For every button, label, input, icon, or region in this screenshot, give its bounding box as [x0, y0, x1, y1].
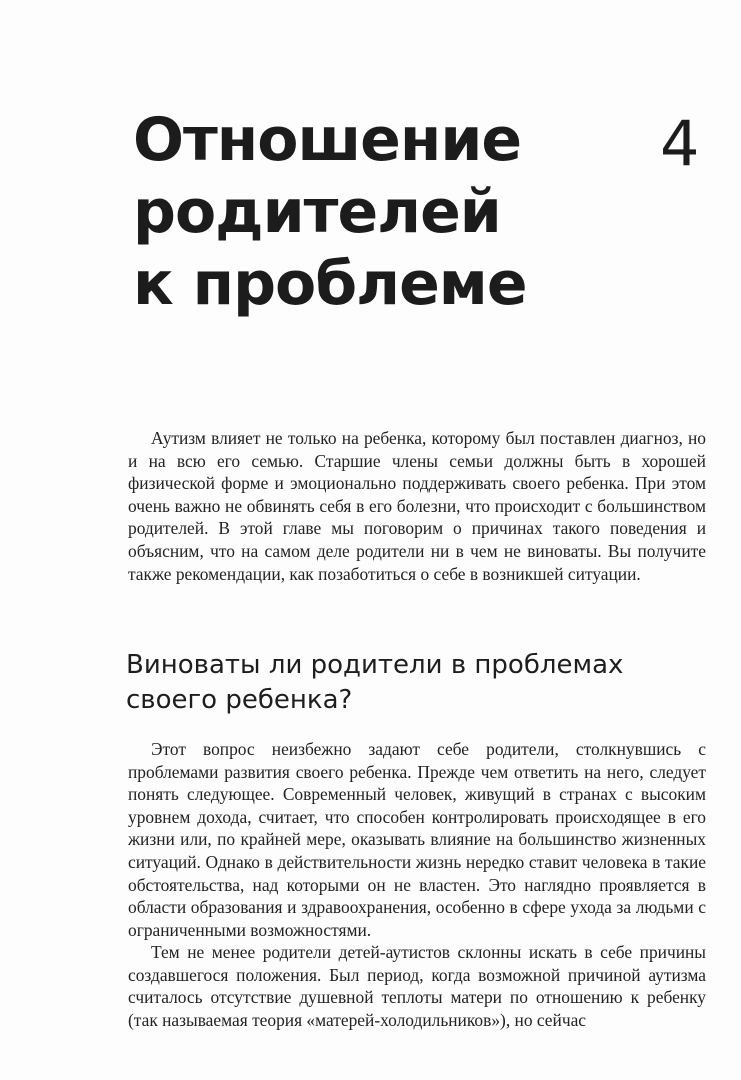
section-heading: [126, 648, 686, 718]
chapter-title-line: Отношение: [133, 105, 522, 175]
body-paragraph: Этот вопрос неизбежно задают себе родители, столкнувшись с проблемами развития своего ребенка. Прежде чем ответить на него, следует понять следующее. Современный человек, живущий в странах с высоким уровнем дохода, считает, что способен контролировать происходящее в его жизни или, по крайней мере, оказывать влияние на большинство жизненных ситуаций. Однако в действительности жизнь нередко ставит человека в такие обстоятельства, над которыми он не властен. Это наглядно проявляется в области образования и здравоохранения, особенно в сфере ухода за людьми с ограниченными возможностями.: [128, 739, 706, 940]
chapter-title-line: родителей: [133, 177, 501, 247]
chapter-title: [133, 104, 603, 320]
section-heading-line: Виноваты ли родители в проблемах: [126, 650, 624, 680]
body-paragraph: Тем не менее родители детей-аутистов склонны искать в себе причины создавшегося положения. Был период, когда возможной причиной аутизма считалось отсутствие душевной теплоты матери по отношению к ребенку (так называемая теория «матерей-холодильников»), но сейчас: [128, 942, 706, 1030]
intro-paragraph: Аутизм влияет не только на ребенка, которому был поставлен диагноз, но и на всю его семью. Старшие члены семьи должны быть в хорошей физической форме и эмоционально поддерживать своего ребенка. При этом очень важно не обвинять себя в его болезни, что происходит с большинством родителей. В этой главе мы поговорим о причинах такого поведения и объясним, что на самом деле родители ни в чем не виноваты. Вы получите также рекомендации, как позаботиться о себе в возникшей ситуации.: [128, 428, 706, 584]
section-heading-line: своего ребенка?: [126, 685, 353, 715]
chapter-title-line: к проблеме: [133, 249, 527, 319]
chapter-number: 4: [660, 107, 700, 180]
